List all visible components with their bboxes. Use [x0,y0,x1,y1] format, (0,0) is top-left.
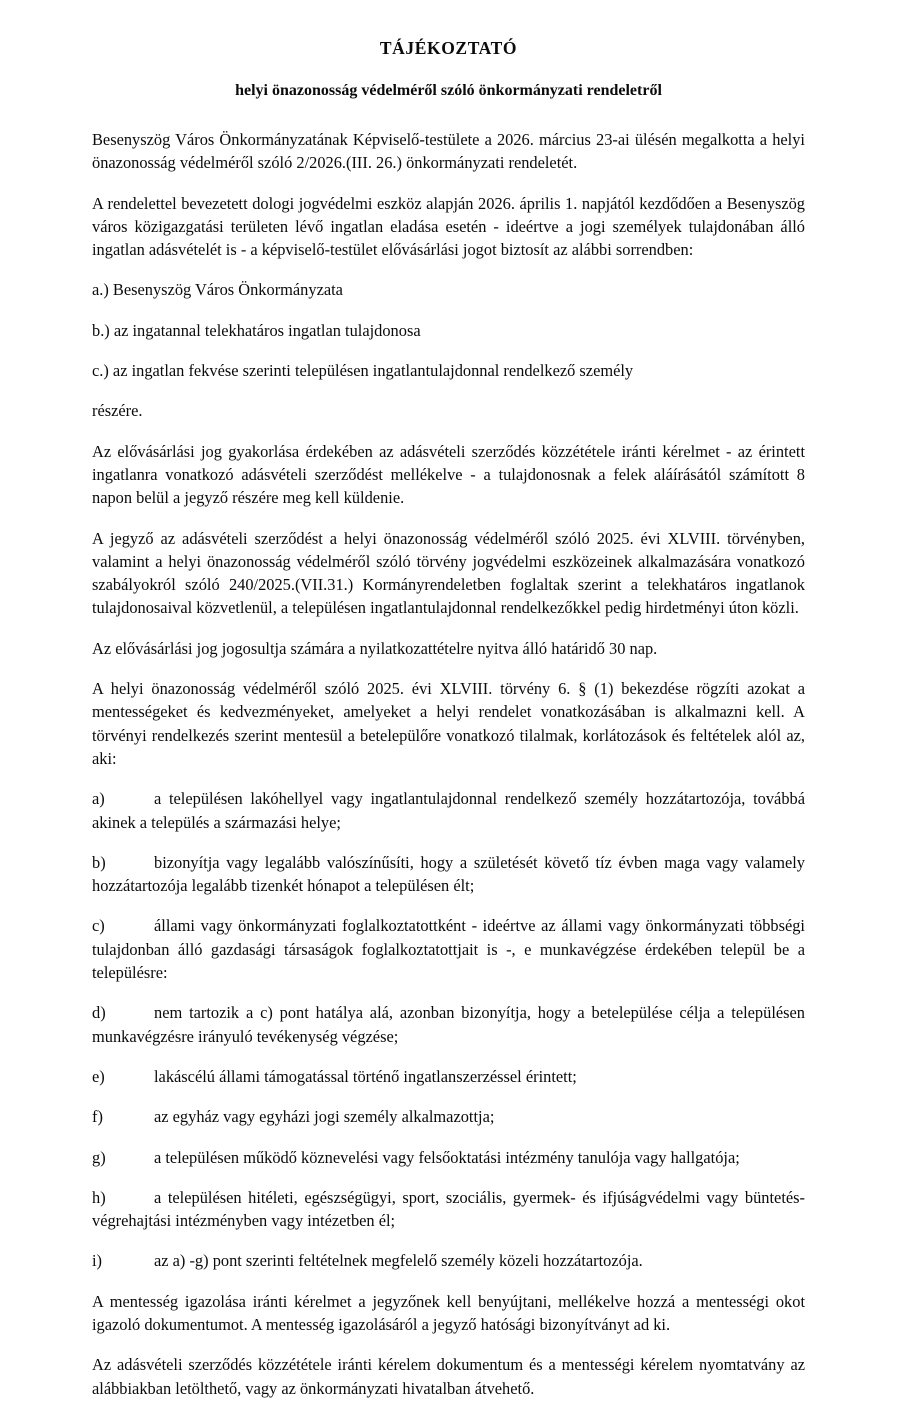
exemption-item-a [92,787,805,834]
paragraph-exemptions-intro: A helyi önazonosság védelméről szóló 2025. évi XLVIII. törvény 6. § (1) bekezdése rögzíti azokat a mentességeket és kedvezményeket, amelyeket a helyi rendelet vonatkozásában is alkalmazni kell. A törvényi rendelkezés szerint mentesül a betelepülőre vonatkozó tilalmak, korlátozások és feltételek alól az, aki: [92,679,805,768]
exemption-item-d [92,1001,805,1048]
paragraph-deadline: Az elővásárlási jog jogosultja számára a nyilatkozattételre nyitva álló határidő 30 nap. [92,638,658,658]
exemption-item-e-text: lakáscélú állami támogatással történő ingatlanszerzéssel érintett; [154,1066,577,1086]
exemption-item-a-marker: a) [92,789,105,809]
exemption-item-f-text: az egyház vagy egyházi jogi személy alkalmazottja; [154,1107,495,1127]
exemption-item-f [92,1105,805,1128]
paragraph-preemption-intro: A rendelettel bevezetett dologi jogvédelmi eszköz alapján 2026. április 1. napjától kezdődően a Besenyszög város közigazgatási területen lévő ingatlan eladása esetén - ideértve a jogi személyek tulajdonában álló ingatlan adásvételét is - a képviselő-testület elővásárlási jogot biztosít az alábbi sorrendben: [92,193,805,260]
exemption-item-i-text: az a) -g) pont szerinti feltételnek megfelelő személy közeli hozzátartozója. [154,1251,643,1271]
exemption-item-e-marker: e) [92,1066,105,1086]
paragraph-forms: Az adásvételi szerződés közzététele iránti kérelem dokumentum és a mentességi kérelem nyomtatvány az alábbiakban letölthető, vagy az önkormányzati hivatalban átvehető. [92,1355,805,1398]
exemption-item-c-text: állami vagy önkormányzati foglalkoztatottként - ideértve az állami vagy önkormányzati többségi tulajdonban álló gazdasági társaságok foglalkoztatottjait is -, e munkavégzése érdekében települ be a településre: [92,916,805,983]
exemption-item-h-text: a településen hitéleti, egészségügyi, sport, szociális, gyermek- és ifjúságvédelmi vagy büntetés-végrehajtási intézményben vagy intézetben él; [92,1187,805,1231]
exemption-item-h-marker: h) [92,1187,106,1207]
paragraph-intro: Besenyszög Város Önkormányzatának Képviselő-testülete a 2026. március 23-ai ülésén megalkotta a helyi önazonosság védelméről szóló 2/2026.(III. 26.) önkormányzati rendeletét. [92,130,805,173]
exemption-item-d-text: nem tartozik a c) pont hatálya alá, azonban bizonyítja, hogy a betelepülése célja a településen munkavégzésre irányuló tevékenység végzése; [92,1003,805,1046]
document-title: TÁJÉKOZTATÓ [379,38,518,58]
exemption-item-g-text: a településen működő köznevelési vagy felsőoktatási intézmény tanulója vagy hallgatója; [154,1147,740,1167]
paragraph-application: Az elővásárlási jog gyakorlása érdekében az adásvételi szerződés közzététele iránti kérelmet - az érintett ingatlanra vonatkozó adásvételi szerződést mellékelve - a tulajdonosnak a felek aláírásától számított 8 napon belül a jegyző részére meg kell küldenie. [92,441,805,508]
exemption-item-d-marker: d) [92,1003,106,1023]
preemption-order-item-c: c.) az ingatlan fekvése szerinti településen ingatlantulajdonnal rendelkező személy [92,361,634,381]
exemption-item-f-marker: f) [92,1107,103,1127]
exemption-item-i-marker: i) [92,1251,103,1271]
exemption-item-g-marker: g) [92,1147,106,1167]
exemption-item-c-marker: c) [92,916,105,936]
exemption-item-c [92,914,805,984]
exemption-item-a-text: a településen lakóhellyel vagy ingatlantulajdonnal rendelkező személy hozzátartozója, továbbá akinek a település a származási helye; [92,789,805,832]
exemption-item-h [92,1186,805,1233]
exemption-item-b-text: bizonyítja vagy legalább valószínűsíti, hogy a születését követő tíz évben maga vagy valamely hozzátartozója legalább tizenkét hónapot a településen élt; [92,852,805,896]
preemption-order-item-a: a.) Besenyszög Város Önkormányzata [92,280,343,300]
exemption-item-b [92,851,805,898]
preemption-order-item-b: b.) az ingatannal telekhatáros ingatlan tulajdonosa [92,320,421,340]
exemption-item-b-marker: b) [92,852,106,872]
paragraph-recipient: részére. [92,401,143,421]
document-subtitle: helyi önazonosság védelméről szóló önkormányzati rendeletről [235,82,662,99]
paragraph-exemption-request: A mentesség igazolása iránti kérelmet a jegyzőnek kell benyújtani, mellékelve hozzá a mentességi okot igazoló dokumentumot. A mentesség igazolásáról a jegyző hatósági bizonyítványt ad ki. [92,1291,805,1334]
exemption-item-i [92,1249,805,1272]
paragraph-notary: A jegyző az adásvételi szerződést a helyi önazonosság védelméről szóló 2025. évi XLVIII. törvényben, valamint a helyi önazonosság védelméről szóló törvény jogvédelmi eszközeinek alkalmazására vonatkozó szabályokról szóló 240/2025.(VII.31.) Kormányrendeletben foglaltak szerint a telekhatáros ingatlanok tulajdonosaival közvetlenül, a településen ingatlantulajdonnal rendelkezőkkel pedig hirdetményi úton közli. [92,528,805,618]
exemption-item-g [92,1146,805,1169]
exemption-item-e [92,1065,805,1088]
